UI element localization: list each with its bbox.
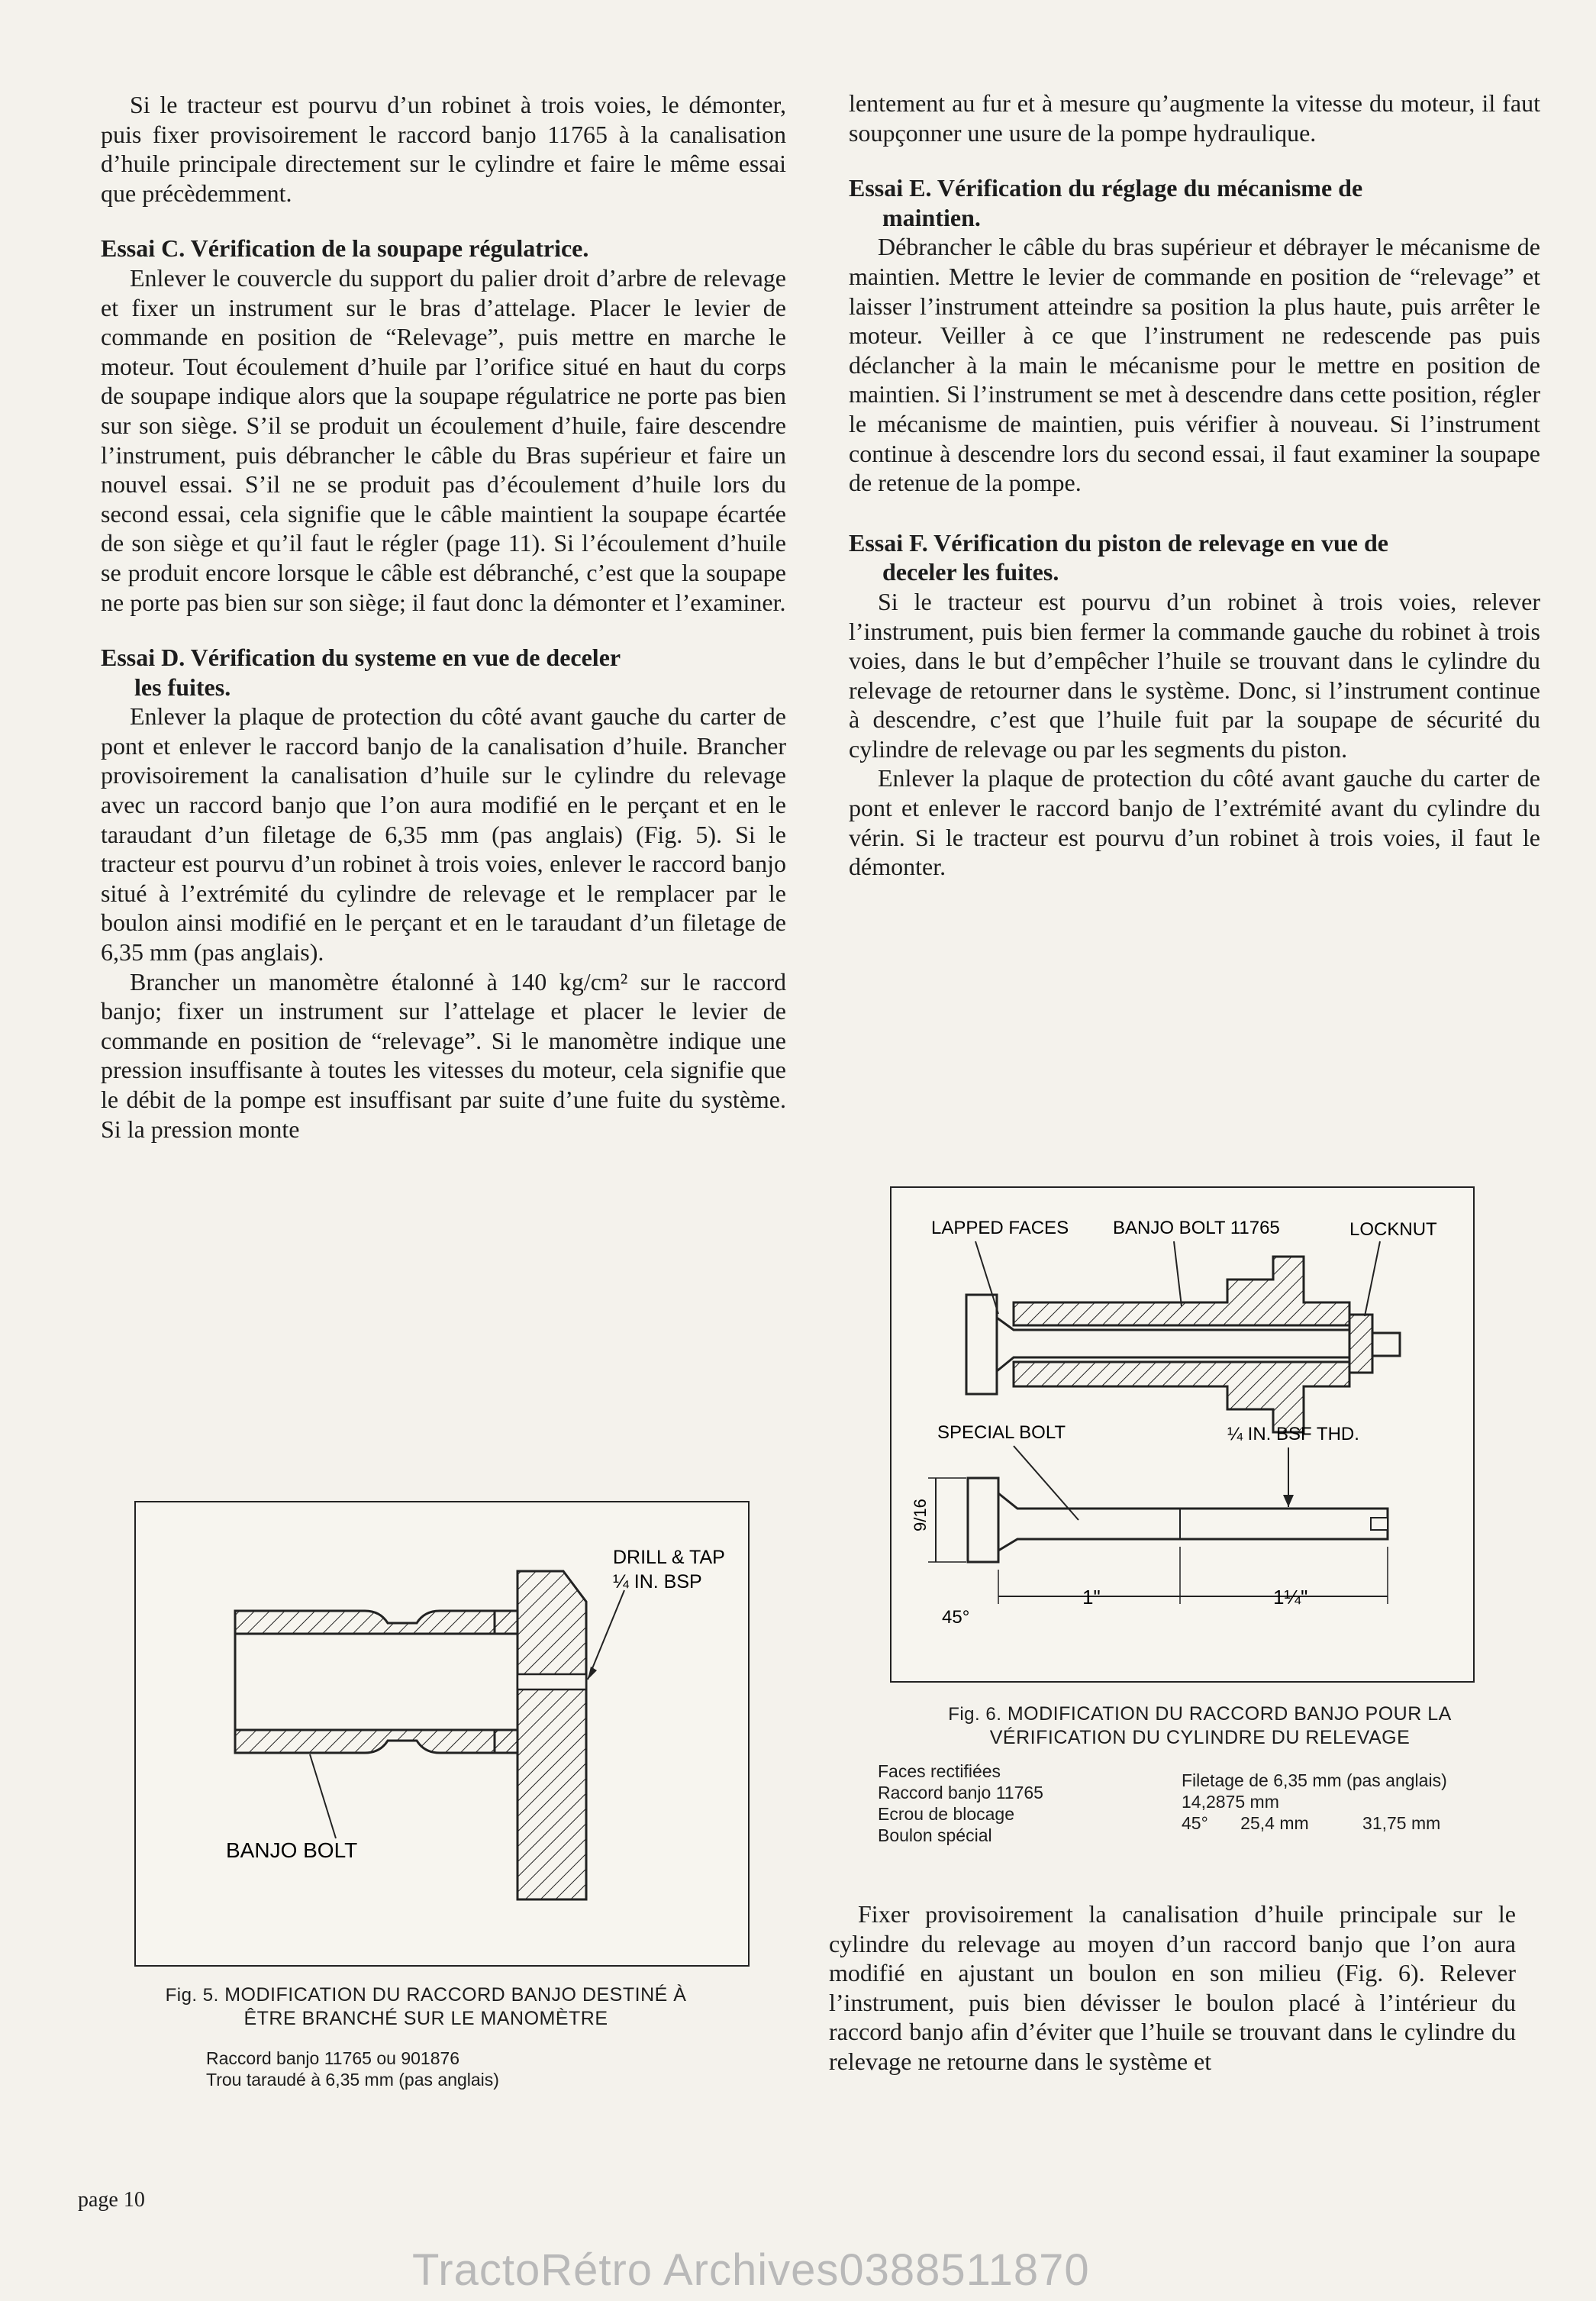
fig6-special-label: SPECIAL BOLT: [937, 1422, 1066, 1443]
fig6-special-bolt-head: [968, 1478, 998, 1562]
essai-f-heading-line1: Essai F. Vérification du piston de relevage en vue de: [849, 528, 1388, 557]
essai-f-heading-line2: deceler les fuites.: [882, 558, 1059, 586]
fig6-dim-45: 45°: [942, 1607, 970, 1628]
essai-c-paragraph: Enlever le couvercle du support du palier droit d’arbre de relevage et fixer un instrument sur le bras d’attelage. Placer le levier de commande en position de “Relevage”, puis mettre en marche le moteur. Tout écoulement d’huile par l’orifice situé en haut du corps de soupape indique alors que la soupape régulatrice ne porte pas bien sur son siège. S’il se produit un écoulement d’huile, faire descendre l’instrument, puis débrancher le câble du Bras supérieur et faire un nouvel essai. S’il ne se produit pas d’écoulement d’huile lors du second essai, cela signifie que le câble maintient la soupape écartée de son siège et qu’il faut le régler (page 11). Si l’écoulement d’huile se produit encore lorsque le câble est débranché, c’est que la soupape ne porte pas bien sur son siège; il faut donc la démonter et l’examiner.: [101, 263, 786, 616]
figure-5-banjo-bolt-drawing: [134, 1501, 750, 1967]
fig6-thread-label: ¼ IN. BSF THD.: [1227, 1424, 1359, 1444]
page-number: page 10: [78, 2188, 145, 2212]
fig6-dim-916: 9/16: [911, 1499, 930, 1531]
fig5-banjo-label: BANJO BOLT: [226, 1838, 358, 1862]
fig6-locknut: [1349, 1315, 1372, 1373]
figure-5-caption: [82, 1983, 769, 2030]
fig5-banjo-leader: [310, 1754, 336, 1838]
intro-paragraph: Si le tracteur est pourvu d’un robinet à trois voies, le démonter, puis fixer provisoirement le raccord banjo 11765 à la canalisation d’huile principale directement sur le cylindre et faire le même essai que précèdemment.: [101, 91, 786, 207]
fig6-locknut-label: LOCKNUT: [1349, 1219, 1437, 1240]
fig5-upper-wall: [235, 1611, 517, 1634]
final-paragraph: Fixer provisoirement la canalisation d’huile principale sur le cylindre du relevage au moyen d’un raccord banjo que l’on aura modifié en ajustant un boulon en son milieu (Fig. 6). Relever l’instrument, puis bien dévisser le boulon placé à l’intérieur du raccord banjo afin d’éviter que l’huile se trouvant dans le cylindre du relevage ne retourne dans le système et: [829, 1900, 1516, 2075]
left-column: [101, 90, 786, 1144]
fig6-bolt-head: [966, 1295, 997, 1394]
fig6-caption-line2: VÉRIFICATION DU CYLINDRE DU RELEVAGE: [989, 1727, 1411, 1748]
fig6-legend-r3a: 45°: [1182, 1813, 1208, 1833]
fig5-drill-label-2: ¼ IN. BSP: [613, 1571, 702, 1593]
figure-5-svg: [136, 1502, 751, 1968]
figure-6-svg: [892, 1188, 1476, 1684]
essai-e-paragraph: Débrancher le câble du bras supérieur et débrayer le mécanisme de maintien. Mettre le levier de commande en position de “relevage” et laisser l’instrument atteindre sa position la plus haute, puis arrêter le moteur. Veiller à ce que l’instrument ne redescende pas puis déclancher à la main le mécanisme pour le mettre en position de maintien. Si l’instrument se met à descendre dans cette position, régler le mécanisme de maintien, puis vérifier à nouveau. Si l’instrument continue à descendre lors du second essai, il faut examiner la soupape de retenue de la pompe.: [849, 233, 1540, 497]
essai-f-paragraph-2: Enlever la plaque de protection du côté avant gauche du carter de pont et enlever le raccord banjo de l’extrémité avant du cylindre du vérin. Si le tracteur est pourvu d’un robinet à trois voies, il faut le démonter.: [849, 764, 1540, 881]
fig6-legend-l4: Boulon spécial: [878, 1825, 992, 1845]
fig6-banjo-upper: [1014, 1257, 1349, 1325]
fig6-legend-r3b: 25,4 mm: [1240, 1813, 1309, 1833]
essai-c-heading: Essai C. Vérification de la soupape régulatrice.: [101, 234, 589, 263]
fig6-caption-line1: MODIFICATION DU RACCORD BANJO POUR LA: [1007, 1703, 1452, 1725]
essai-d-paragraph-1: Enlever la plaque de protection du côté avant gauche du carter de pont et enlever le raccord banjo de la canalisation d’huile. Brancher provisoirement la canalisation d’huile sur le cylindre du relevage avec un raccord banjo que l’on aura modifié en le perçant et en le taraudant d’un filetage de 6,35 mm (pas anglais) (Fig. 5). Si le tracteur est pourvu d’un robinet à trois voies, enlever le raccord banjo situé à l’extrémité du cylindre de relevage et le remplacer par le boulon ainsi modifié en le perçant et en le taraudant d’un filetage de 6,35 mm (pas anglais).: [101, 702, 786, 967]
fig6-legend-l2: Raccord banjo 11765: [878, 1783, 1043, 1802]
fig6-bolt-end: [1372, 1333, 1400, 1356]
fig5-caption-line1: MODIFICATION DU RACCORD BANJO DESTINÉ À: [224, 1984, 687, 2006]
fig5-drill-label-1: DRILL & TAP: [613, 1547, 725, 1568]
essai-d-heading-line1: Essai D. Vérification du systeme en vue de deceler: [101, 644, 621, 672]
fig5-caption-line2: ÊTRE BRANCHÉ SUR LE MANOMÈTRE: [243, 2008, 608, 2029]
figure-6-caption: [872, 1702, 1528, 1749]
essai-d-paragraph-2: Brancher un manomètre étalonné à 140 kg/cm² sur le raccord banjo; fixer un instrument sur l’attelage et placer le levier de commande en position de “relevage”. Si le manomètre indique une pression insuffisante à toutes les vitesses du moteur, cela signifie que le débit de la pompe est insuffisant par suite d’une fuite du système. Si la pression monte: [101, 967, 786, 1143]
fig6-lapped-label: LAPPED FACES: [931, 1218, 1069, 1238]
fig5-legend-line2: Trou taraudé à 6,35 mm (pas anglais): [206, 2070, 499, 2090]
essai-f-heading: [849, 528, 1540, 587]
fig5-lower-wall: [235, 1730, 517, 1753]
fig5-legend-line1: Raccord banjo 11765 ou 901876: [206, 2048, 460, 2068]
fig6-legend-l1: Faces rectifiées: [878, 1761, 1001, 1781]
essai-e-heading-line1: Essai E. Vérification du réglage du mécanisme de: [849, 174, 1363, 202]
fig6-dim-114: 1¼": [1273, 1586, 1308, 1609]
figure-6-legend-right: [1182, 1770, 1533, 1834]
essai-e-heading-line2: maintien.: [882, 203, 981, 231]
final-paragraph-block: [829, 1899, 1516, 2077]
essai-d-heading: [101, 643, 786, 702]
right-column: [849, 89, 1540, 882]
continuation-paragraph: lentement au fur et à mesure qu’augmente la vitesse du moteur, il faut soupçonner une usure de la pompe hydraulique.: [849, 89, 1540, 147]
fig5-caption-number: Fig. 5.: [165, 1985, 219, 2006]
fig5-flange: [495, 1571, 586, 1899]
fig6-banjo-label: BANJO BOLT 11765: [1113, 1218, 1280, 1238]
essai-d-heading-line2: les fuites.: [134, 673, 231, 701]
fig6-special-bolt-shaft: [998, 1493, 1388, 1551]
fig6-caption-number: Fig. 6.: [948, 1704, 1002, 1725]
fig6-legend-r2: 14,2875 mm: [1182, 1792, 1279, 1812]
fig6-legend-r3: [1182, 1812, 1533, 1834]
fig5-drilled-hole: [517, 1674, 586, 1689]
essai-e-heading: [849, 173, 1540, 232]
figure-5-legend: [206, 2048, 499, 2090]
fig6-legend-r1: Filetage de 6,35 mm (pas anglais): [1182, 1770, 1447, 1790]
fig5-drill-leader: [588, 1590, 624, 1680]
fig6-legend-r3c: 31,75 mm: [1362, 1813, 1441, 1833]
fig6-dim-1: 1": [1082, 1586, 1101, 1609]
essai-f-paragraph-1: Si le tracteur est pourvu d’un robinet à trois voies, relever l’instrument, puis bien fermer la commande gauche du robinet à trois voies, dans le but d’empêcher l’huile se trouvant dans le cylindre du relevage de retourner dans le système. Donc, si l’instrument continue à descendre, c’est que l’huile fuit par la soupape de sécurité du cylindre de relevage ou par les segments du piston.: [849, 587, 1540, 763]
figure-6-banjo-bolt-drawing: [890, 1186, 1475, 1683]
archive-watermark: TractoRétro Archives0388511870: [412, 2245, 1090, 2295]
fig6-legend-l3: Ecrou de blocage: [878, 1804, 1015, 1824]
